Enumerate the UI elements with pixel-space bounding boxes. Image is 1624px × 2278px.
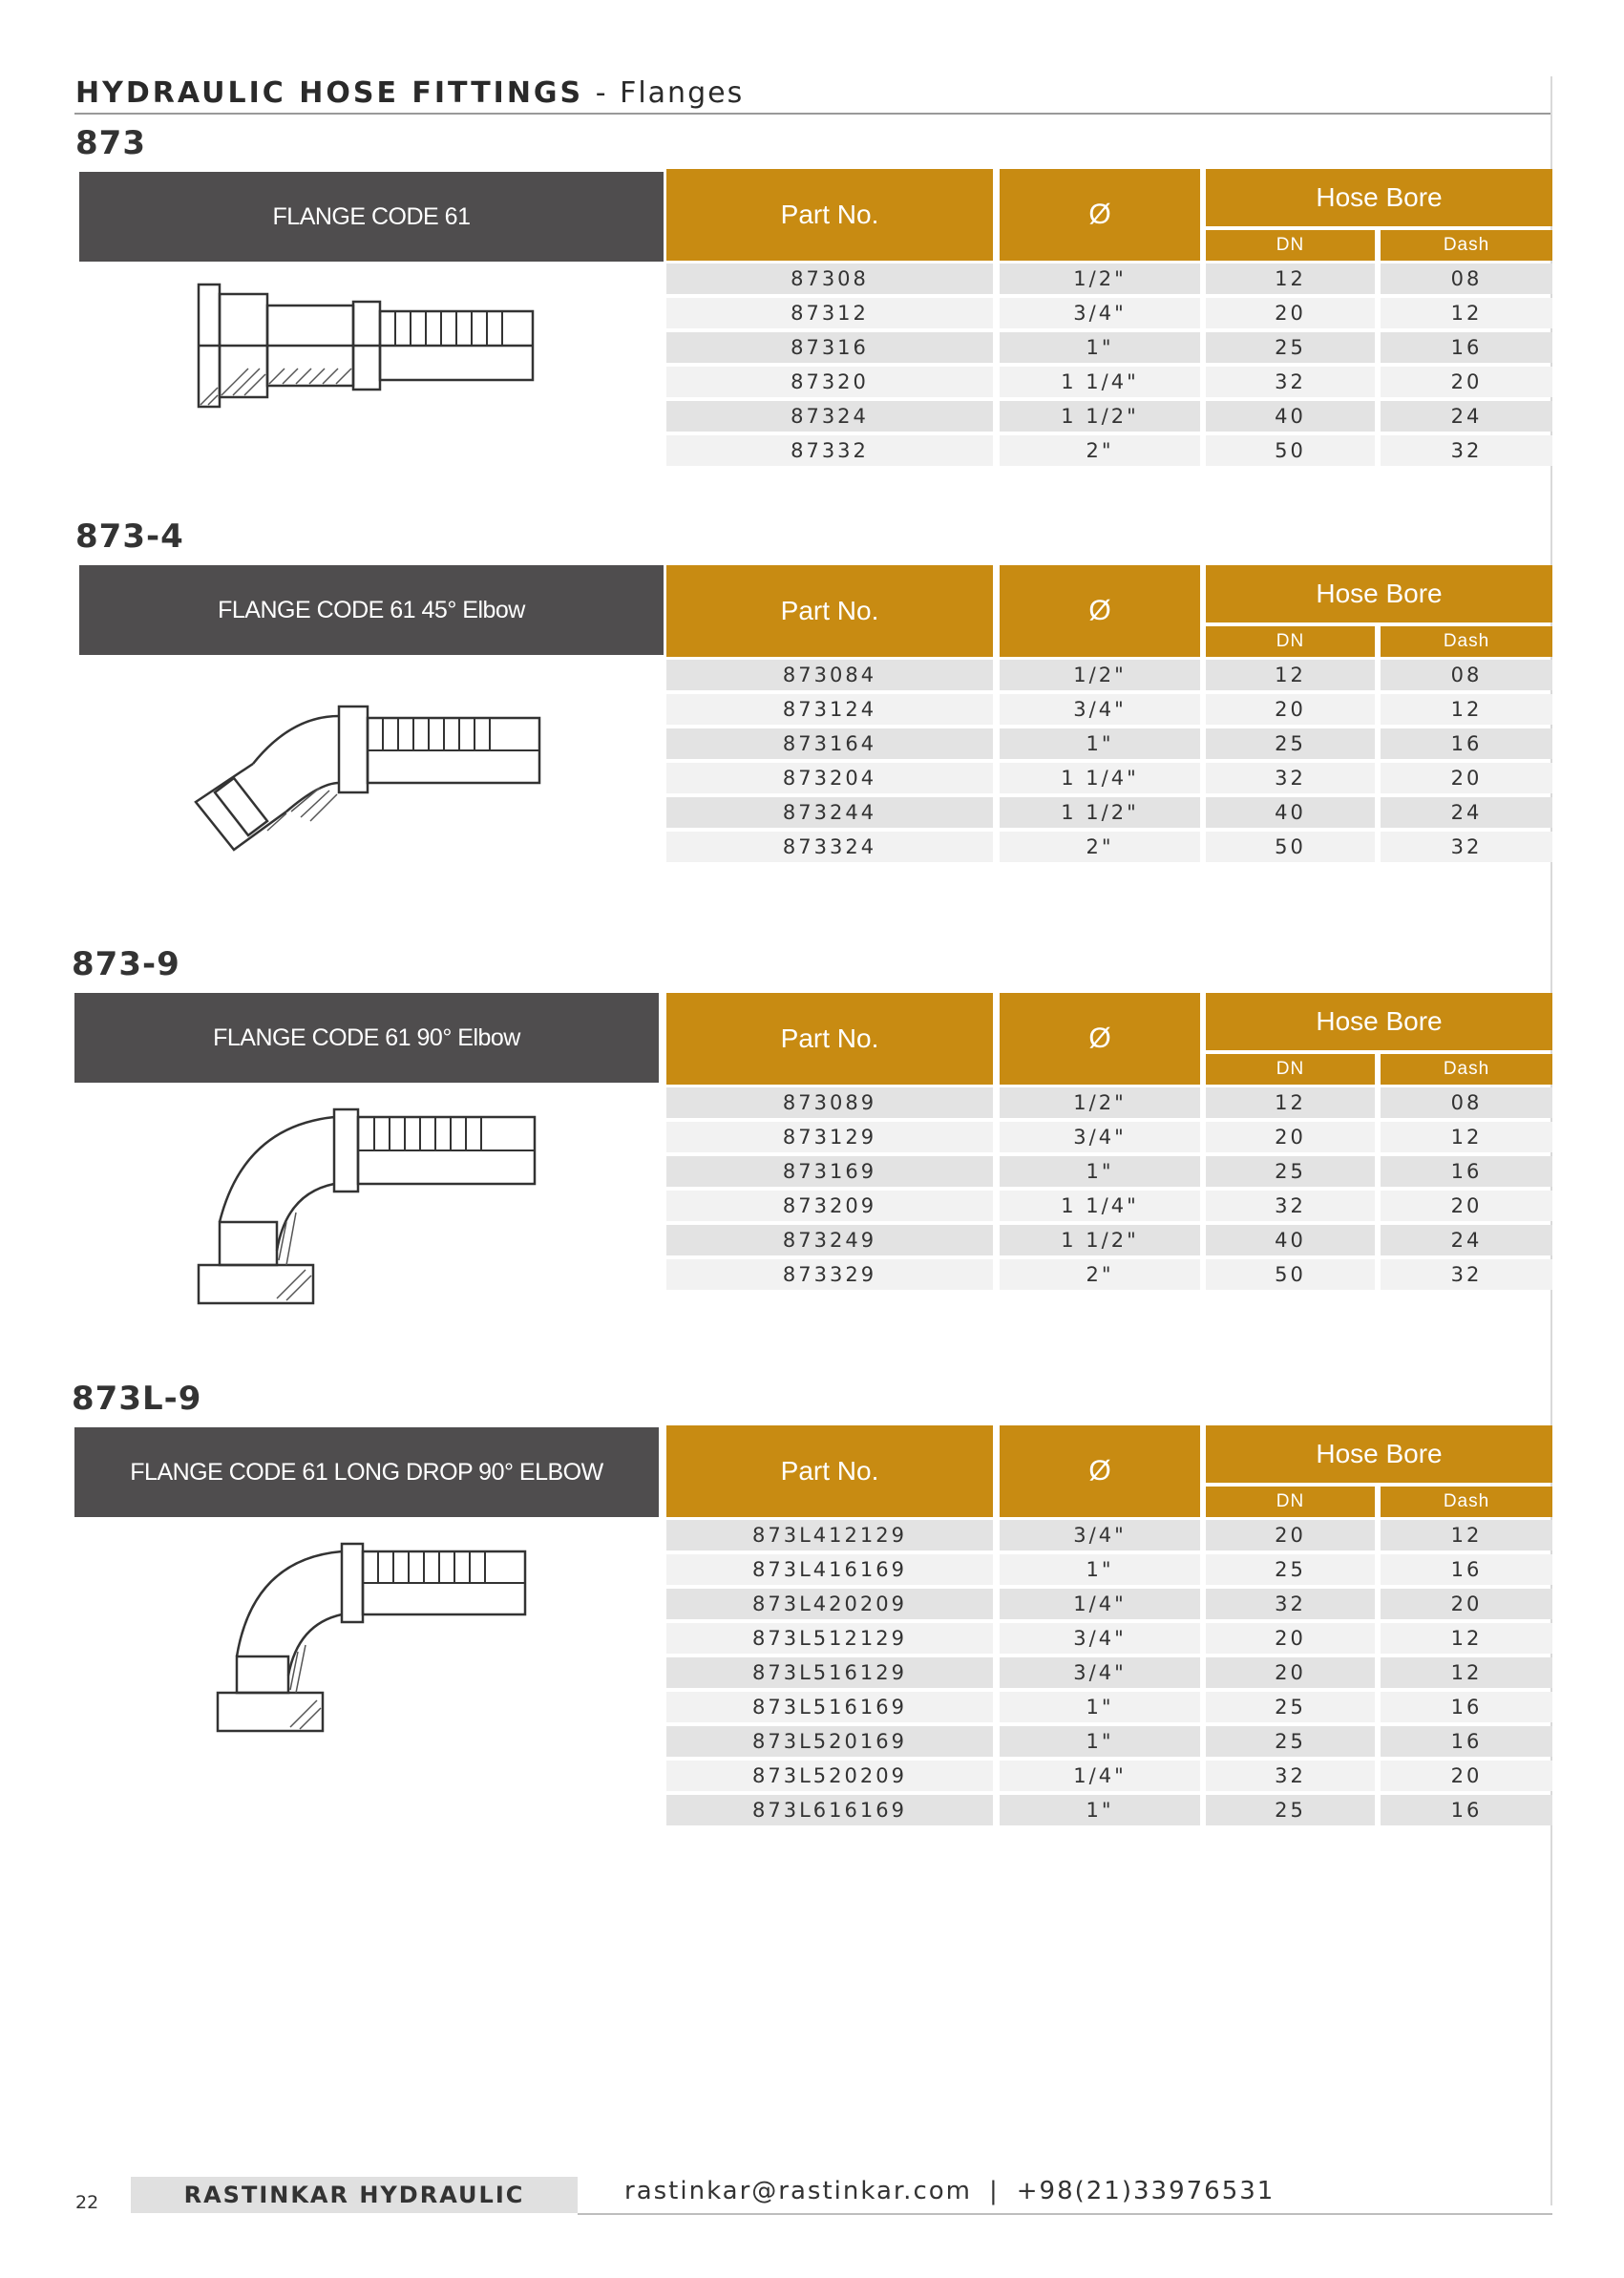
cell-diameter: 1 1/2" <box>1000 797 1200 828</box>
column-header-dash: Dash <box>1381 1054 1552 1085</box>
cell-dash: 32 <box>1381 435 1552 466</box>
page-number: 22 <box>75 2192 99 2213</box>
cell-part: 873249 <box>666 1225 993 1255</box>
cell-part: 873L512129 <box>666 1623 993 1654</box>
table-row <box>666 1759 1552 1793</box>
table-row <box>666 433 1552 468</box>
cell-diameter: 1/2" <box>1000 1087 1200 1118</box>
table-body <box>666 1086 1552 1292</box>
footer-contact <box>624 2177 1275 2205</box>
cell-part: 87308 <box>666 264 993 294</box>
footer-email: rastinkar@rastinkar.com <box>624 2177 972 2205</box>
cell-dash: 20 <box>1381 1589 1552 1619</box>
column-header-dn: DN <box>1206 626 1375 657</box>
page-title-strong: HYDRAULIC HOSE FITTINGS <box>75 76 584 110</box>
cell-dn: 12 <box>1206 1087 1375 1118</box>
cell-part: 873L520209 <box>666 1761 993 1791</box>
cell-dn: 20 <box>1206 1122 1375 1152</box>
cell-dash: 24 <box>1381 401 1552 432</box>
cell-diameter: 1 1/4" <box>1000 763 1200 793</box>
table-row <box>666 1724 1552 1759</box>
cell-part: 873L520169 <box>666 1726 993 1757</box>
cell-dn: 12 <box>1206 660 1375 690</box>
cell-dn: 32 <box>1206 367 1375 397</box>
cell-dn: 25 <box>1206 332 1375 363</box>
cell-dash: 12 <box>1381 298 1552 328</box>
cell-diameter: 1" <box>1000 1726 1200 1757</box>
cell-dn: 20 <box>1206 1623 1375 1654</box>
cell-part: 87312 <box>666 298 993 328</box>
table-row <box>666 1518 1552 1552</box>
table-row <box>666 795 1552 830</box>
table-row <box>666 1587 1552 1621</box>
cell-dash: 32 <box>1381 1259 1552 1290</box>
table-row <box>666 365 1552 399</box>
cell-part: 873L516129 <box>666 1657 993 1688</box>
cell-dash: 32 <box>1381 832 1552 862</box>
cell-diameter: 3/4" <box>1000 298 1200 328</box>
cell-diameter: 3/4" <box>1000 1657 1200 1688</box>
elbow-45-fitting-drawing <box>177 678 559 859</box>
cell-dn: 25 <box>1206 1692 1375 1722</box>
cell-dash: 20 <box>1381 763 1552 793</box>
section-code: 873L-9 <box>72 1380 202 1418</box>
table-row <box>666 399 1552 433</box>
cell-diameter: 3/4" <box>1000 1122 1200 1152</box>
table-row <box>666 262 1552 296</box>
column-header-hose-bore: Hose Bore <box>1206 169 1552 226</box>
table-row <box>666 1552 1552 1587</box>
cell-part: 87324 <box>666 401 993 432</box>
page-title-sep: - <box>595 76 608 110</box>
cell-dash: 16 <box>1381 728 1552 759</box>
cell-diameter: 1/4" <box>1000 1761 1200 1791</box>
column-header-diameter: Ø <box>1000 993 1200 1085</box>
table-row <box>666 761 1552 795</box>
cell-diameter: 1" <box>1000 1795 1200 1825</box>
column-header-dn: DN <box>1206 1487 1375 1517</box>
footer-brand: RASTINKAR HYDRAULIC <box>131 2177 578 2213</box>
table-row <box>666 830 1552 864</box>
cell-diameter: 2" <box>1000 832 1200 862</box>
footer-divider <box>578 2213 1552 2215</box>
cell-dn: 50 <box>1206 435 1375 466</box>
cell-part: 873329 <box>666 1259 993 1290</box>
flange-label: FLANGE CODE 61 <box>79 172 664 262</box>
table-row <box>666 1690 1552 1724</box>
cell-dash: 16 <box>1381 1692 1552 1722</box>
column-header-part: Part No. <box>666 1425 993 1517</box>
table-row <box>666 1120 1552 1154</box>
column-header-hose-bore: Hose Bore <box>1206 993 1552 1050</box>
footer-separator: | <box>988 2177 1000 2205</box>
table-body <box>666 1518 1552 1827</box>
flange-label: FLANGE CODE 61 LONG DROP 90° ELBOW <box>74 1427 659 1517</box>
column-header-diameter: Ø <box>1000 565 1200 657</box>
cell-dn: 32 <box>1206 1589 1375 1619</box>
cell-part: 873164 <box>666 728 993 759</box>
section-code: 873-9 <box>72 945 180 983</box>
cell-dn: 40 <box>1206 401 1375 432</box>
table-row <box>666 1621 1552 1656</box>
cell-part: 873129 <box>666 1122 993 1152</box>
cell-diameter: 2" <box>1000 435 1200 466</box>
cell-dash: 16 <box>1381 1795 1552 1825</box>
cell-part: 873L412129 <box>666 1520 993 1550</box>
table-body <box>666 658 1552 864</box>
cell-dn: 40 <box>1206 1225 1375 1255</box>
cell-diameter: 1 1/4" <box>1000 1191 1200 1221</box>
column-header-hose-bore: Hose Bore <box>1206 1425 1552 1483</box>
cell-dash: 12 <box>1381 1623 1552 1654</box>
cell-dn: 25 <box>1206 1156 1375 1187</box>
column-header-diameter: Ø <box>1000 169 1200 261</box>
cell-dash: 12 <box>1381 694 1552 725</box>
column-header-dn: DN <box>1206 1054 1375 1085</box>
cell-part: 873244 <box>666 797 993 828</box>
cell-diameter: 3/4" <box>1000 1623 1200 1654</box>
cell-dash: 08 <box>1381 264 1552 294</box>
cell-diameter: 1" <box>1000 1692 1200 1722</box>
table-row <box>666 727 1552 761</box>
table-row <box>666 1793 1552 1827</box>
cell-dash: 08 <box>1381 660 1552 690</box>
cell-dn: 20 <box>1206 1520 1375 1550</box>
cell-dn: 25 <box>1206 1795 1375 1825</box>
column-header-dash: Dash <box>1381 230 1552 261</box>
cell-dash: 08 <box>1381 1087 1552 1118</box>
cell-diameter: 1 1/4" <box>1000 367 1200 397</box>
cell-part: 873204 <box>666 763 993 793</box>
cell-part: 873L516169 <box>666 1692 993 1722</box>
column-header-hose-bore: Hose Bore <box>1206 565 1552 622</box>
cell-dash: 20 <box>1381 367 1552 397</box>
cell-dn: 12 <box>1206 264 1375 294</box>
cell-dn: 32 <box>1206 763 1375 793</box>
cell-diameter: 3/4" <box>1000 694 1200 725</box>
cell-dash: 20 <box>1381 1761 1552 1791</box>
flange-label: FLANGE CODE 61 90° Elbow <box>74 993 659 1083</box>
cell-diameter: 1" <box>1000 332 1200 363</box>
cell-diameter: 1/4" <box>1000 1589 1200 1619</box>
cell-part: 87316 <box>666 332 993 363</box>
table-row <box>666 1223 1552 1257</box>
cell-diameter: 3/4" <box>1000 1520 1200 1550</box>
table-body <box>666 262 1552 468</box>
table-row <box>666 296 1552 330</box>
long-drop-elbow-fitting-drawing <box>210 1532 535 1742</box>
table-row <box>666 1154 1552 1189</box>
table-row <box>666 692 1552 727</box>
column-header-dash: Dash <box>1381 1487 1552 1517</box>
cell-diameter: 1" <box>1000 1156 1200 1187</box>
table-row <box>666 330 1552 365</box>
cell-part: 873089 <box>666 1087 993 1118</box>
cell-dn: 25 <box>1206 1726 1375 1757</box>
cell-dash: 12 <box>1381 1657 1552 1688</box>
cell-dash: 24 <box>1381 1225 1552 1255</box>
table-row <box>666 1257 1552 1292</box>
cell-dn: 25 <box>1206 1554 1375 1585</box>
cell-diameter: 1/2" <box>1000 264 1200 294</box>
footer-phone: +98(21)33976531 <box>1016 2177 1276 2205</box>
cell-part: 873L420209 <box>666 1589 993 1619</box>
column-header-dash: Dash <box>1381 626 1552 657</box>
cell-dn: 32 <box>1206 1761 1375 1791</box>
cell-dn: 50 <box>1206 1259 1375 1290</box>
cell-dash: 12 <box>1381 1122 1552 1152</box>
flange-label: FLANGE CODE 61 45° Elbow <box>79 565 664 655</box>
cell-part: 873209 <box>666 1191 993 1221</box>
page-title <box>75 76 744 110</box>
cell-diameter: 1 1/2" <box>1000 401 1200 432</box>
cell-dash: 16 <box>1381 1156 1552 1187</box>
elbow-90-fitting-drawing <box>191 1098 544 1313</box>
cell-dash: 12 <box>1381 1520 1552 1550</box>
cell-diameter: 1 1/2" <box>1000 1225 1200 1255</box>
cell-dn: 40 <box>1206 797 1375 828</box>
cell-dn: 20 <box>1206 1657 1375 1688</box>
column-header-part: Part No. <box>666 565 993 657</box>
cell-diameter: 1/2" <box>1000 660 1200 690</box>
cell-dash: 20 <box>1381 1191 1552 1221</box>
cell-part: 873324 <box>666 832 993 862</box>
cell-dash: 16 <box>1381 1726 1552 1757</box>
column-header-diameter: Ø <box>1000 1425 1200 1517</box>
table-row <box>666 1086 1552 1120</box>
cell-diameter: 1" <box>1000 728 1200 759</box>
cell-diameter: 1" <box>1000 1554 1200 1585</box>
straight-flange-fitting-drawing <box>191 277 544 420</box>
table-row <box>666 1189 1552 1223</box>
page-title-thin: Flanges <box>620 76 745 110</box>
section-code: 873 <box>75 124 146 162</box>
cell-dn: 32 <box>1206 1191 1375 1221</box>
cell-dn: 25 <box>1206 728 1375 759</box>
header-divider <box>74 113 1550 115</box>
cell-dn: 20 <box>1206 694 1375 725</box>
table-row <box>666 1656 1552 1690</box>
cell-part: 873L616169 <box>666 1795 993 1825</box>
cell-part: 873084 <box>666 660 993 690</box>
cell-dash: 16 <box>1381 1554 1552 1585</box>
column-header-dn: DN <box>1206 230 1375 261</box>
cell-dn: 20 <box>1206 298 1375 328</box>
cell-dn: 50 <box>1206 832 1375 862</box>
cell-dash: 24 <box>1381 797 1552 828</box>
cell-part: 873L416169 <box>666 1554 993 1585</box>
cell-part: 87332 <box>666 435 993 466</box>
cell-diameter: 2" <box>1000 1259 1200 1290</box>
cell-dash: 16 <box>1381 332 1552 363</box>
cell-part: 873124 <box>666 694 993 725</box>
table-row <box>666 658 1552 692</box>
column-header-part: Part No. <box>666 993 993 1085</box>
cell-part: 873169 <box>666 1156 993 1187</box>
column-header-part: Part No. <box>666 169 993 261</box>
cell-part: 87320 <box>666 367 993 397</box>
section-code: 873-4 <box>75 517 184 556</box>
